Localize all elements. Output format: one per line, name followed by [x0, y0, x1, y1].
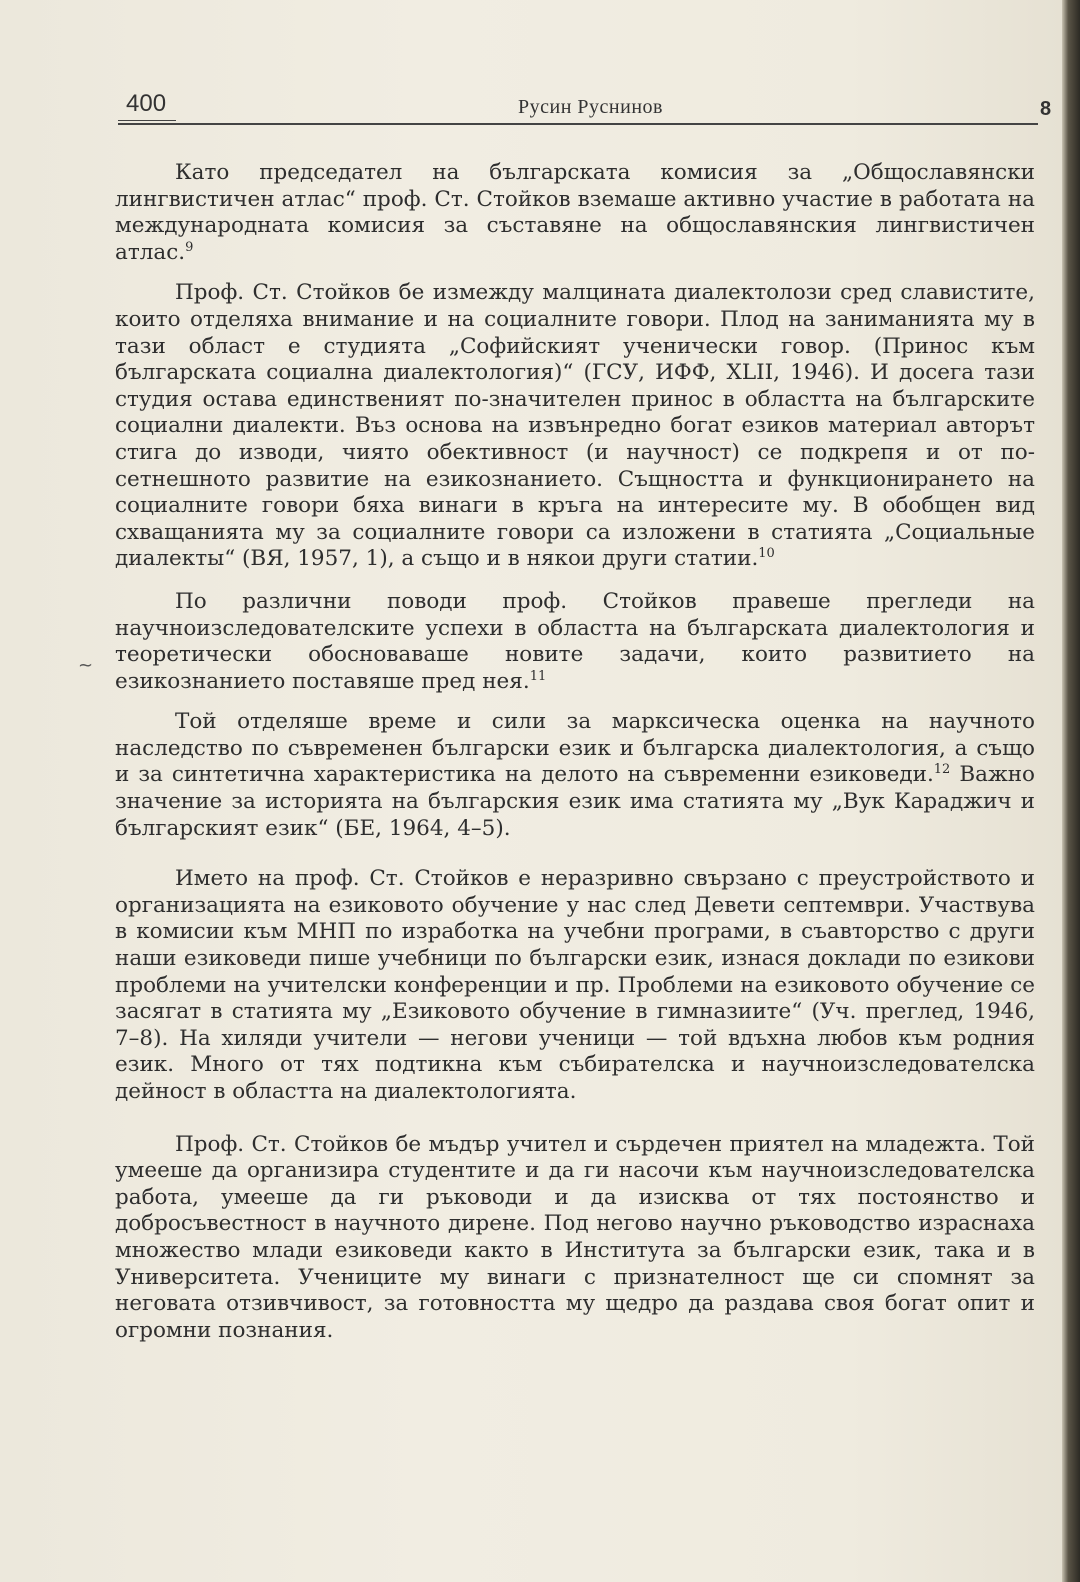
paragraph-2 — [115, 280, 1035, 573]
paragraph-1 — [115, 160, 1035, 266]
footnote-ref: 11 — [529, 668, 547, 684]
paragraph-6 — [115, 1132, 1035, 1345]
paragraph-5 — [115, 866, 1035, 1105]
page-number: 400 — [126, 90, 167, 117]
page-header — [118, 90, 1052, 130]
footnote-ref: 12 — [933, 762, 951, 778]
margin-pencil-mark: ~ — [78, 655, 94, 676]
paragraph-text: Проф. Ст. Стойков бе измежду малцината диалектолози сред славистите, които отделяха внимание и на социалните говори. Плод на заниманията му в тази област е студията „Софийският ученически говор. (Принос към българската социална диалектология)“ (ГСУ, ИФФ, XLII, 1946). И досега тази студия остава единственият по-значителен принос в областта на българските социални диалекти. Въз основа на извънредно богат езиков материал авторът стига до изводи, чиято обективност (и научност) се подкрепя и от по-сетнешното развитие на езикознанието. Същността и функционирането на социалните говори бяха винаги в кръга на интересите му. В обобщен вид схващанията му за социалните говори са изложени в статията „Социальные диалекты“ (ВЯ, 1957, 1), а също и в някои други статии. — [115, 280, 1035, 572]
body-text — [115, 160, 1035, 1344]
paragraph-4 — [115, 709, 1035, 842]
corner-mark: 8 — [1040, 98, 1052, 120]
paragraph-text: Важно значение за историята на българския език има статията му „Вук Караджич и българският език“ (БЕ, 1964, 4–5). — [115, 762, 1035, 841]
binding-edge — [1062, 0, 1080, 1582]
paragraph-text: По различни поводи проф. Стойков правеше прегледи на научноизследователските успехи в областта на българската диалектология и теоретически обосноваваше новите задачи, които развитието на езикознанието поставяше пред нея. — [115, 588, 1035, 694]
running-head: Русин Руснинов — [518, 96, 663, 118]
paragraph-text: Той отделяше време и сили за марксическа оценка на научното наследство по съвременен български език и българска диалектология, а също и за синтетична характеристика на делото на съвременни езиковеди. — [115, 709, 1035, 788]
paragraph-3 — [115, 589, 1035, 695]
paragraph-text: Името на проф. Ст. Стойков е неразривно свързано с преустройството и организацията на езиковото обучение у нас след Девети септември. Участвува в комисии към МНП по изработка на учебни програми, в съавторство с други наши езиковеди пише учебници по български език, изнася доклади по езикови проблеми на учителски конференции и пр. Проблеми на езиковото обучение се засягат в статията му „Езиковото обучение в гимназиите“ (Уч. преглед, 1946, 7–8). На хиляди учители — негови ученици — той вдъхна любов към родния език. Много от тях подтикна към събирателска и научноизследователска дейност в областта на диалектологията. — [115, 866, 1035, 1104]
footnote-ref: 10 — [758, 546, 775, 562]
header-rule — [118, 123, 1038, 125]
footnote-ref: 9 — [185, 239, 194, 255]
page-number-underline — [118, 120, 176, 121]
paragraph-text: Проф. Ст. Стойков бе мъдър учител и сърдечен приятел на младежта. Той умееше да организира студентите и да ги насочи към научноизследователска работа, умееше да ги ръководи и да изисква от тях постоянство и добросъвестност в научното дирене. Под негово научно ръководство израснаха множество млади езиковеди както в Института за български език, така и в Университета. Учениците му винаги с признателност ще си спомнят за неговата отзивчивост, за готовността му щедро да раздава своя богат опит и огромни познания. — [115, 1131, 1035, 1343]
paragraph-text: Като председател на българската комисия за „Общославянски лингвистичен атлас“ проф. Ст. Стойков вземаше активно участие в работата на международната комисия за съставяне на общославянския лингвистичен атлас. — [115, 160, 1035, 265]
